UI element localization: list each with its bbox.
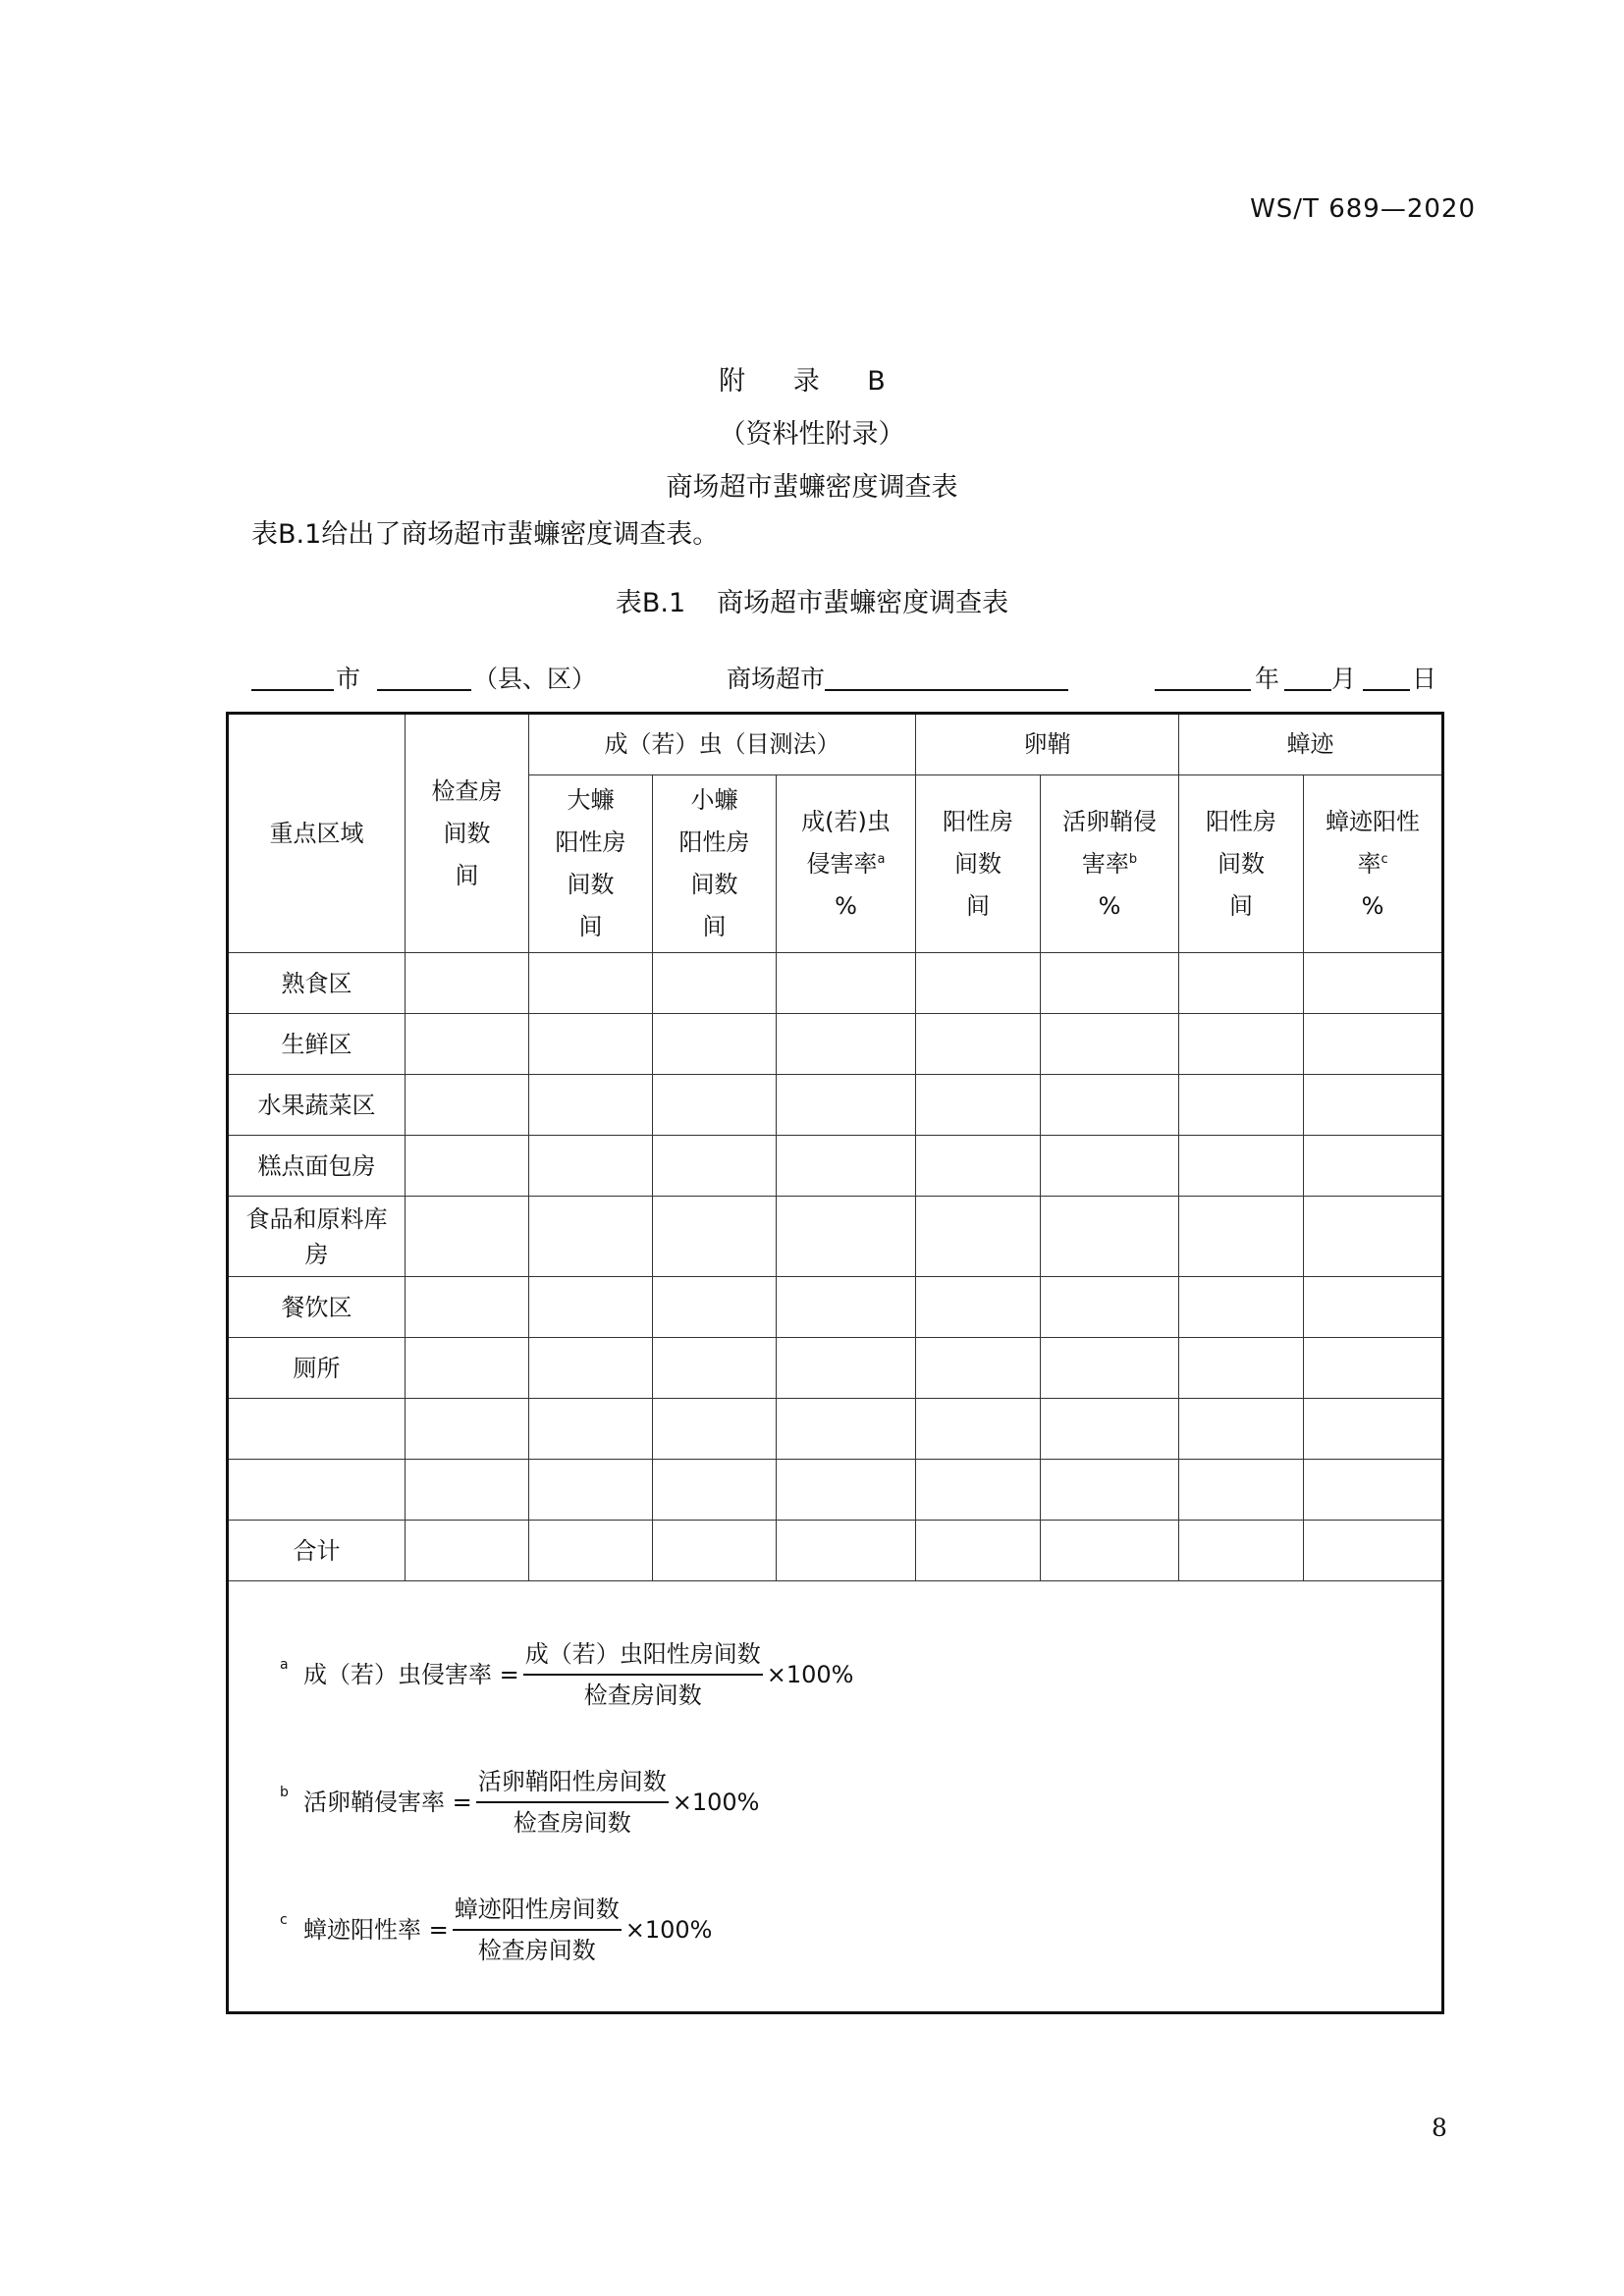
data-cell[interactable] bbox=[406, 1014, 529, 1075]
data-cell[interactable] bbox=[1304, 1136, 1443, 1197]
data-cell[interactable] bbox=[777, 1338, 916, 1399]
table-row bbox=[228, 1460, 1443, 1521]
month-blank[interactable] bbox=[1284, 660, 1331, 691]
data-cell[interactable] bbox=[406, 1197, 529, 1277]
row-area-label: 水果蔬菜区 bbox=[228, 1075, 406, 1136]
formula-denominator: 检查房间数 bbox=[477, 1937, 596, 1964]
header-group-adult: 成（若）虫（目测法） bbox=[529, 714, 916, 775]
data-cell[interactable] bbox=[1304, 1399, 1443, 1460]
header-adult-rate: 成(若)虫 侵害率$^a$ % bbox=[777, 775, 916, 953]
data-cell[interactable] bbox=[1179, 1136, 1304, 1197]
table-row bbox=[228, 953, 1443, 1014]
formula-label: 蟑迹阳性率 = bbox=[303, 1915, 449, 1944]
data-cell[interactable] bbox=[916, 1460, 1041, 1521]
data-cell[interactable] bbox=[777, 1014, 916, 1075]
table-number: 表B.1 bbox=[615, 588, 686, 618]
formula-fraction bbox=[523, 1634, 763, 1715]
row-area-label bbox=[228, 1399, 406, 1460]
footnote-mark: b bbox=[280, 1784, 289, 1800]
footnote-formula bbox=[280, 1611, 1441, 1738]
data-cell[interactable] bbox=[916, 1338, 1041, 1399]
data-cell[interactable] bbox=[1304, 1521, 1443, 1581]
row-area-label: 糕点面包房 bbox=[228, 1136, 406, 1197]
data-cell[interactable] bbox=[777, 1399, 916, 1460]
intro-text: 表B.1给出了商场超市蜚蠊密度调查表。 bbox=[251, 519, 720, 550]
data-cell[interactable] bbox=[916, 1197, 1041, 1277]
data-cell[interactable] bbox=[1304, 1075, 1443, 1136]
data-cell[interactable] bbox=[529, 1338, 653, 1399]
appendix-type: （资料性附录） bbox=[719, 419, 905, 450]
table-row bbox=[228, 1075, 1443, 1136]
row-area-label: 合计 bbox=[228, 1521, 406, 1581]
formula-numerator: 蟑迹阳性房间数 bbox=[453, 1890, 622, 1931]
data-cell[interactable] bbox=[1179, 1399, 1304, 1460]
data-cell[interactable] bbox=[916, 1075, 1041, 1136]
footnote-formula bbox=[280, 1866, 1441, 1994]
data-cell[interactable] bbox=[406, 1338, 529, 1399]
header-group-ootheca: 卵鞘 bbox=[916, 714, 1179, 775]
year-label: 年 bbox=[1255, 665, 1280, 693]
appendix-title: 商场超市蜚蠊密度调查表 bbox=[666, 472, 958, 503]
row-area-label: 熟食区 bbox=[228, 953, 406, 1014]
data-cell[interactable] bbox=[529, 1136, 653, 1197]
header-area: 重点区域 bbox=[228, 714, 406, 953]
data-cell[interactable] bbox=[777, 1197, 916, 1277]
data-cell[interactable] bbox=[777, 1277, 916, 1338]
data-cell[interactable] bbox=[529, 1521, 653, 1581]
formula-fraction bbox=[453, 1890, 622, 1970]
data-cell[interactable] bbox=[529, 1460, 653, 1521]
data-cell[interactable] bbox=[916, 1277, 1041, 1338]
data-cell[interactable] bbox=[529, 1197, 653, 1277]
header-egg-rate: 活卵鞘侵 害率$^b$ % bbox=[1041, 775, 1179, 953]
data-cell[interactable] bbox=[1041, 1014, 1179, 1075]
header-trace-positive: 阳性房 间数 间 bbox=[1179, 775, 1304, 953]
data-cell[interactable] bbox=[1179, 1338, 1304, 1399]
data-cell[interactable] bbox=[1041, 1338, 1179, 1399]
data-cell[interactable] bbox=[406, 1136, 529, 1197]
formula-numerator: 成（若）虫阳性房间数 bbox=[523, 1634, 763, 1676]
data-cell[interactable] bbox=[529, 1399, 653, 1460]
data-cell[interactable] bbox=[1041, 1399, 1179, 1460]
data-cell[interactable] bbox=[1041, 1521, 1179, 1581]
data-cell[interactable] bbox=[1041, 1460, 1179, 1521]
data-cell[interactable] bbox=[916, 1399, 1041, 1460]
header-rooms: 检查房 间数 间 bbox=[406, 714, 529, 953]
footnote-mark: a bbox=[280, 1656, 289, 1673]
data-cell[interactable] bbox=[406, 1277, 529, 1338]
data-cell[interactable] bbox=[1179, 1277, 1304, 1338]
row-area-label: 食品和原料库房 bbox=[228, 1197, 406, 1277]
formula-denominator: 检查房间数 bbox=[513, 1809, 631, 1837]
data-cell[interactable] bbox=[653, 1399, 777, 1460]
data-cell[interactable] bbox=[653, 1338, 777, 1399]
data-cell[interactable] bbox=[1041, 953, 1179, 1014]
data-cell[interactable] bbox=[529, 1277, 653, 1338]
year-blank[interactable] bbox=[1155, 660, 1251, 691]
data-cell[interactable] bbox=[406, 1075, 529, 1136]
day-label: 日 bbox=[1412, 665, 1437, 693]
data-cell[interactable] bbox=[916, 1136, 1041, 1197]
header-egg-positive: 阳性房 间数 间 bbox=[916, 775, 1041, 953]
row-area-label: 生鲜区 bbox=[228, 1014, 406, 1075]
data-cell[interactable] bbox=[653, 1460, 777, 1521]
data-cell[interactable] bbox=[529, 953, 653, 1014]
data-cell[interactable] bbox=[777, 953, 916, 1014]
data-cell[interactable] bbox=[529, 1014, 653, 1075]
data-cell[interactable] bbox=[653, 953, 777, 1014]
data-cell[interactable] bbox=[653, 1521, 777, 1581]
footnote-mark: c bbox=[280, 1911, 288, 1928]
city-blank[interactable] bbox=[251, 660, 334, 691]
data-cell[interactable] bbox=[777, 1521, 916, 1581]
data-cell[interactable] bbox=[1304, 953, 1443, 1014]
table-row bbox=[228, 1521, 1443, 1581]
survey-table bbox=[226, 712, 1444, 2014]
header-trace-rate: 蟑迹阳性 率$^c$ % bbox=[1304, 775, 1443, 953]
data-cell[interactable] bbox=[406, 1460, 529, 1521]
formula-numerator: 活卵鞘阳性房间数 bbox=[476, 1762, 669, 1803]
data-cell[interactable] bbox=[1179, 1197, 1304, 1277]
month-label: 月 bbox=[1331, 665, 1357, 693]
formula-denominator: 检查房间数 bbox=[583, 1682, 702, 1709]
data-cell[interactable] bbox=[1179, 1075, 1304, 1136]
store-label: 商场超市 bbox=[727, 665, 826, 693]
row-area-label: 厕所 bbox=[228, 1338, 406, 1399]
formula-label: 成（若）虫侵害率 = bbox=[303, 1660, 519, 1688]
data-cell[interactable] bbox=[653, 1197, 777, 1277]
data-cell[interactable] bbox=[1304, 1277, 1443, 1338]
store-blank[interactable] bbox=[825, 660, 1068, 691]
data-cell[interactable] bbox=[653, 1014, 777, 1075]
data-cell[interactable] bbox=[1304, 1338, 1443, 1399]
header-group-trace: 蟑迹 bbox=[1179, 714, 1443, 775]
data-cell[interactable] bbox=[1041, 1136, 1179, 1197]
data-cell[interactable] bbox=[653, 1075, 777, 1136]
data-cell[interactable] bbox=[1304, 1197, 1443, 1277]
data-cell[interactable] bbox=[529, 1075, 653, 1136]
header-big-cockroach: 大蠊 阳性房 间数 间 bbox=[529, 775, 653, 953]
data-cell[interactable] bbox=[1179, 953, 1304, 1014]
data-cell[interactable] bbox=[916, 1521, 1041, 1581]
table-row bbox=[228, 1136, 1443, 1197]
data-cell[interactable] bbox=[1179, 1014, 1304, 1075]
data-cell[interactable] bbox=[777, 1460, 916, 1521]
table-row bbox=[228, 1014, 1443, 1075]
county-label: （县、区） bbox=[473, 665, 597, 693]
data-cell[interactable] bbox=[1041, 1075, 1179, 1136]
table-title: 商场超市蜚蠊密度调查表 bbox=[717, 588, 1009, 618]
appendix-label: 附 录 B bbox=[719, 366, 905, 397]
county-blank[interactable] bbox=[377, 660, 471, 691]
row-area-label: 餐饮区 bbox=[228, 1277, 406, 1338]
data-cell[interactable] bbox=[406, 1521, 529, 1581]
data-cell[interactable] bbox=[777, 1136, 916, 1197]
data-cell[interactable] bbox=[653, 1277, 777, 1338]
data-cell[interactable] bbox=[1179, 1460, 1304, 1521]
data-cell[interactable] bbox=[777, 1075, 916, 1136]
data-cell[interactable] bbox=[1304, 1460, 1443, 1521]
table-caption bbox=[0, 581, 1624, 619]
appendix-titles bbox=[0, 355, 1624, 514]
data-cell[interactable] bbox=[406, 1399, 529, 1460]
formula-label: 活卵鞘侵害率 = bbox=[303, 1788, 472, 1816]
data-cell[interactable] bbox=[916, 1014, 1041, 1075]
page-number: 8 bbox=[1432, 2113, 1447, 2142]
data-cell[interactable] bbox=[653, 1136, 777, 1197]
fill-in-line bbox=[251, 660, 1439, 699]
footnote-formula bbox=[280, 1738, 1441, 1866]
data-cell[interactable] bbox=[1041, 1197, 1179, 1277]
formula-suffix: ×100% bbox=[672, 1788, 760, 1816]
data-cell[interactable] bbox=[1041, 1277, 1179, 1338]
table-row bbox=[228, 1197, 1443, 1277]
data-cell[interactable] bbox=[1304, 1014, 1443, 1075]
formula-suffix: ×100% bbox=[624, 1915, 713, 1944]
city-label: 市 bbox=[336, 665, 361, 693]
day-blank[interactable] bbox=[1363, 660, 1410, 691]
row-area-label bbox=[228, 1460, 406, 1521]
header-small-cockroach: 小蠊 阳性房 间数 间 bbox=[653, 775, 777, 953]
data-cell[interactable] bbox=[1179, 1521, 1304, 1581]
table-row bbox=[228, 1338, 1443, 1399]
formula-suffix: ×100% bbox=[766, 1660, 854, 1688]
data-cell[interactable] bbox=[406, 953, 529, 1014]
table-row bbox=[228, 1399, 1443, 1460]
formula-fraction bbox=[476, 1762, 669, 1842]
standard-number: WS/T 689—2020 bbox=[1250, 194, 1476, 224]
table-row bbox=[228, 1277, 1443, 1338]
footnotes bbox=[228, 1581, 1443, 2013]
data-cell[interactable] bbox=[916, 953, 1041, 1014]
